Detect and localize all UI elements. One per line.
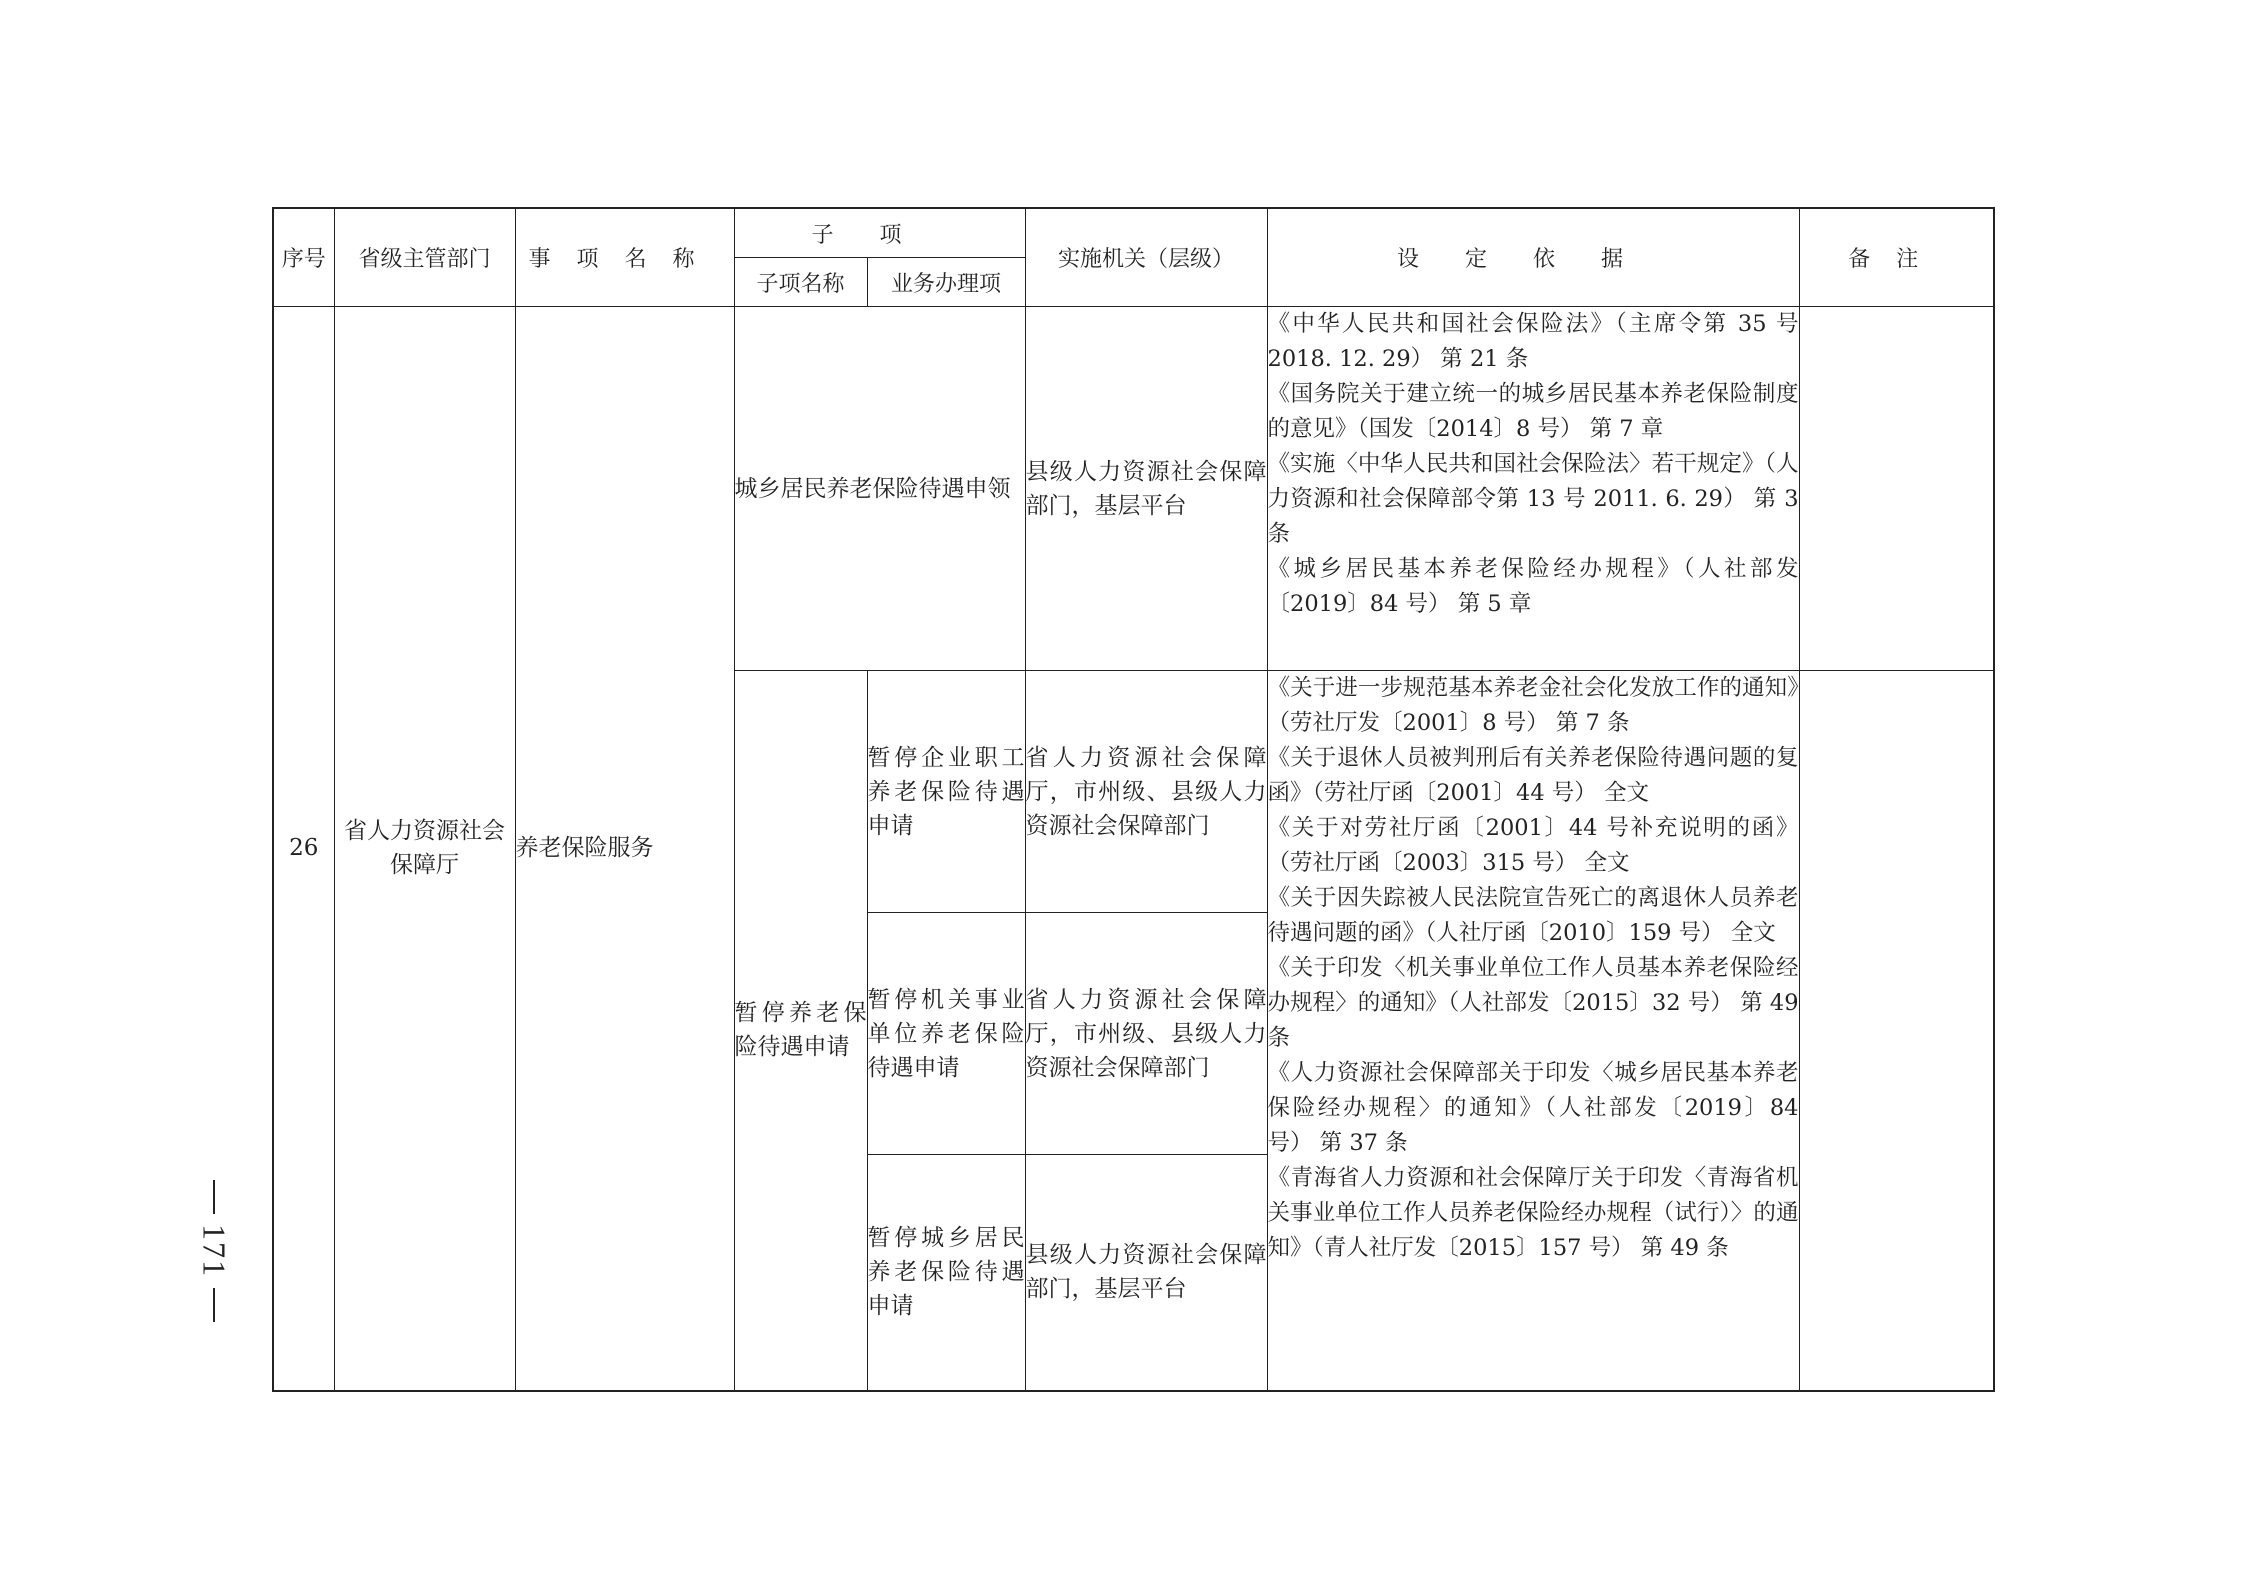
- header-basis: 设定依据: [1267, 208, 1799, 307]
- page-number-dash: [213, 1180, 215, 1214]
- business-item-agency: 省人力资源社会保障厅，市州级、县级人力资源社会保障部门: [1025, 671, 1267, 913]
- header-sub-item-name: 子项名称: [734, 258, 867, 307]
- header-sub-item: 子项: [734, 208, 1025, 258]
- remarks-cell: [1799, 307, 1994, 671]
- business-item-agency: 县级人力资源社会保障部门，基层平台: [1025, 1155, 1267, 1391]
- basis-line: 《关于进一步规范基本养老金社会化发放工作的通知》（劳社厅发〔2001〕8 号） 第 7 条: [1267, 675, 1799, 736]
- business-item-name: 暂停企业职工养老保险待遇申请: [867, 671, 1025, 913]
- business-item-name: 暂停机关事业单位养老保险待遇申请: [867, 913, 1025, 1155]
- sub-item-agency: 县级人力资源社会保障部门，基层平台: [1025, 307, 1267, 671]
- basis-line: 《青海省人力资源和社会保障厅关于印发〈青海省机关事业单位工作人员养老保险经办规程（试行）〉的通知》（青人社厅发〔2015〕157 号） 第 49 条: [1267, 1165, 1799, 1261]
- sub-item-basis: [1267, 307, 1799, 671]
- page-number-value: 171: [196, 1224, 233, 1278]
- basis-line: 《人力资源社会保障部关于印发〈城乡居民基本养老保险经办规程〉的通知》（人社部发〔2019〕84 号） 第 37 条: [1267, 1060, 1799, 1156]
- sub-item-name: 暂停养老保险待遇申请: [734, 671, 867, 1391]
- row-seq: 26: [273, 307, 334, 1391]
- basis-line: 《城乡居民基本养老保险经办规程》（人社部发〔2019〕84 号） 第 5 章: [1267, 556, 1799, 617]
- header-item-name: 事项名称: [515, 208, 734, 307]
- header-business-item: 业务办理项: [867, 258, 1025, 307]
- header-agency: 实施机关（层级）: [1025, 208, 1267, 307]
- sub-item-name: 城乡居民养老保险待遇申领: [734, 307, 1025, 671]
- basis-line: 《关于因失踪被人民法院宣告死亡的离退休人员养老待遇问题的函》（人社厅函〔2010〕159 号） 全文: [1267, 885, 1799, 946]
- row-item-name: 养老保险服务: [515, 307, 734, 1391]
- page-number-dash: [213, 1288, 215, 1322]
- sub-item-basis: [1267, 671, 1799, 1391]
- business-item-agency: 省人力资源社会保障厅，市州级、县级人力资源社会保障部门: [1025, 913, 1267, 1155]
- business-item-name: 暂停城乡居民养老保险待遇申请: [867, 1155, 1025, 1391]
- header-seq: 序号: [273, 208, 334, 307]
- basis-line: 《国务院关于建立统一的城乡居民基本养老保险制度的意见》（国发〔2014〕8 号） 第 7 章: [1267, 381, 1799, 442]
- page-number: [192, 1180, 236, 1360]
- basis-line: 《实施〈中华人民共和国社会保险法〉若干规定》（人力资源和社会保障部令第 13 号 2011. 6. 29） 第 3 条: [1267, 451, 1799, 547]
- basis-line: 《中华人民共和国社会保险法》（主席令第 35 号 2018. 12. 29） 第 21 条: [1267, 311, 1799, 372]
- header-remarks: 备注: [1799, 208, 1994, 307]
- header-department: 省级主管部门: [334, 208, 515, 307]
- service-items-table: [272, 207, 1995, 1392]
- basis-line: 《关于对劳社厅函〔2001〕44 号补充说明的函》（劳社厅函〔2003〕315 号） 全文: [1267, 815, 1799, 876]
- basis-line: 《关于印发〈机关事业单位工作人员基本养老保险经办规程〉的通知》（人社部发〔2015〕32 号） 第 49 条: [1267, 955, 1799, 1051]
- basis-line: 《关于退休人员被判刑后有关养老保险待遇问题的复函》（劳社厅函〔2001〕44 号） 全文: [1267, 745, 1799, 806]
- remarks-cell: [1799, 671, 1994, 1391]
- row-department: 省人力资源社会保障厅: [334, 307, 515, 1391]
